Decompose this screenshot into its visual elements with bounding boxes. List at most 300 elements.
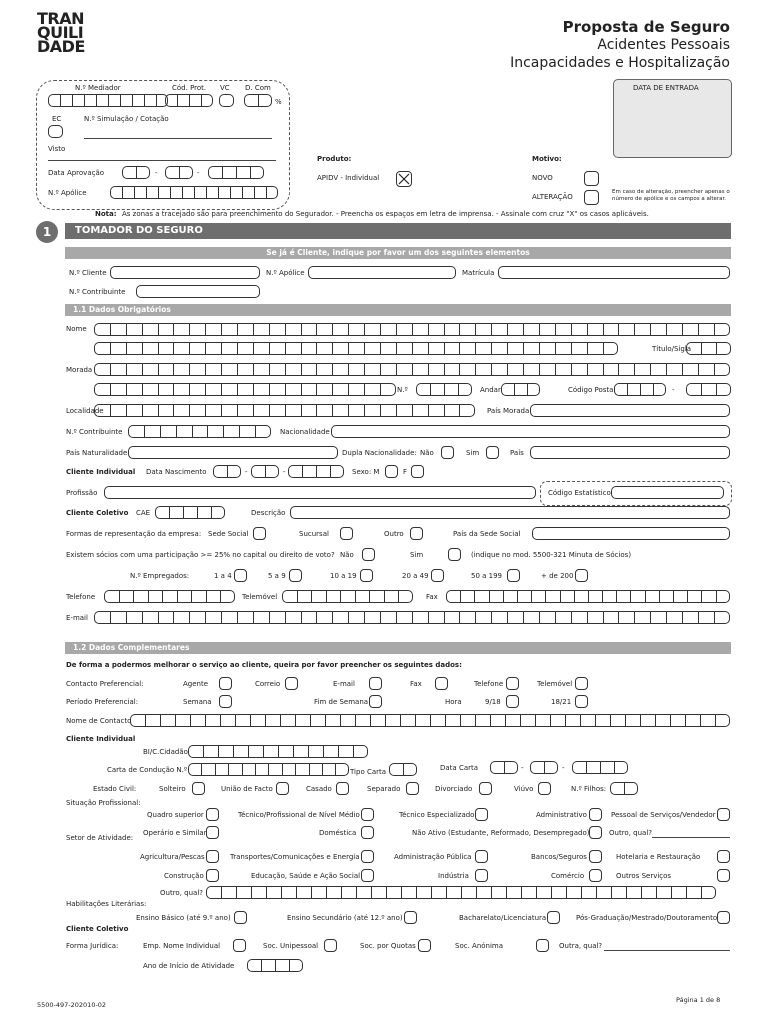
char-cell[interactable] — [505, 714, 520, 727]
char-cell[interactable] — [385, 714, 400, 727]
char-cell[interactable] — [316, 611, 332, 624]
titulo-field[interactable] — [686, 342, 731, 355]
char-cell[interactable] — [634, 363, 650, 376]
bancos-checkbox[interactable] — [589, 850, 602, 863]
char-cell[interactable] — [282, 763, 295, 776]
char-cell[interactable] — [431, 886, 446, 899]
char-cell[interactable] — [128, 425, 144, 438]
char-cell[interactable] — [94, 323, 110, 336]
morada-field-2[interactable] — [94, 383, 396, 396]
char-cell[interactable] — [682, 611, 698, 624]
dupla-nao-checkbox[interactable] — [441, 446, 454, 459]
char-cell[interactable] — [587, 323, 603, 336]
char-cell[interactable] — [269, 404, 285, 417]
emp-2-checkbox[interactable] — [289, 569, 302, 582]
email-field[interactable] — [94, 611, 730, 624]
char-cell[interactable] — [142, 323, 158, 336]
char-cell[interactable] — [142, 383, 158, 396]
char-cell[interactable] — [618, 323, 634, 336]
char-cell[interactable] — [616, 590, 630, 603]
telefone-pref-checkbox[interactable] — [506, 677, 519, 690]
char-cell[interactable] — [666, 323, 682, 336]
char-cell[interactable] — [571, 323, 587, 336]
socios-nao-checkbox[interactable] — [362, 548, 375, 561]
char-cell[interactable] — [398, 590, 413, 603]
char-cell[interactable] — [523, 611, 539, 624]
char-cell[interactable] — [253, 383, 269, 396]
aprov-month[interactable] — [165, 166, 193, 179]
char-cell[interactable] — [158, 323, 174, 336]
char-cell[interactable] — [386, 886, 401, 899]
emp-ind-checkbox[interactable] — [233, 939, 246, 952]
char-cell[interactable] — [503, 590, 517, 603]
char-cell[interactable] — [332, 342, 348, 355]
char-cell[interactable] — [400, 714, 415, 727]
char-cell[interactable] — [126, 342, 142, 355]
char-cell[interactable] — [285, 383, 301, 396]
char-cell[interactable] — [223, 425, 239, 438]
novo-checkbox[interactable] — [584, 171, 599, 186]
char-cell[interactable] — [551, 886, 566, 899]
adm-publica-checkbox[interactable] — [475, 850, 488, 863]
cod-prot-field[interactable] — [165, 94, 213, 107]
char-cell[interactable] — [445, 714, 460, 727]
char-cell[interactable] — [316, 363, 332, 376]
basico-checkbox[interactable] — [234, 911, 247, 924]
fax-pref-checkbox[interactable] — [435, 677, 448, 690]
char-cell[interactable] — [311, 590, 326, 603]
char-cell[interactable] — [587, 363, 603, 376]
char-cell[interactable] — [268, 763, 281, 776]
char-cell[interactable] — [686, 886, 701, 899]
char-cell[interactable] — [335, 763, 348, 776]
char-cell[interactable] — [203, 745, 218, 758]
char-cell[interactable] — [489, 590, 503, 603]
char-cell[interactable] — [535, 714, 550, 727]
char-cell[interactable] — [285, 404, 301, 417]
char-cell[interactable] — [459, 323, 475, 336]
char-cell[interactable] — [428, 363, 444, 376]
char-cell[interactable] — [228, 763, 241, 776]
char-cell[interactable] — [574, 590, 588, 603]
char-cell[interactable] — [269, 323, 285, 336]
pos-checkbox[interactable] — [717, 911, 730, 924]
char-cell[interactable] — [332, 404, 348, 417]
char-cell[interactable] — [148, 590, 163, 603]
char-cell[interactable] — [523, 363, 539, 376]
char-cell[interactable] — [173, 383, 189, 396]
bacharelato-checkbox[interactable] — [547, 911, 560, 924]
char-cell[interactable] — [444, 611, 460, 624]
char-cell[interactable] — [655, 714, 670, 727]
char-cell[interactable] — [444, 342, 460, 355]
char-cell[interactable] — [380, 404, 396, 417]
char-cell[interactable] — [263, 745, 278, 758]
char-cell[interactable] — [189, 404, 205, 417]
cod-est-field[interactable] — [611, 486, 724, 499]
char-cell[interactable] — [673, 590, 687, 603]
char-cell[interactable] — [491, 886, 506, 899]
char-cell[interactable] — [348, 611, 364, 624]
char-cell[interactable] — [301, 404, 317, 417]
char-cell[interactable] — [237, 342, 253, 355]
char-cell[interactable] — [682, 323, 698, 336]
simulacao-line[interactable] — [84, 138, 272, 139]
char-cell[interactable] — [126, 323, 142, 336]
char-cell[interactable] — [280, 714, 295, 727]
char-cell[interactable] — [698, 323, 714, 336]
char-cell[interactable] — [476, 886, 491, 899]
char-cell[interactable] — [242, 763, 255, 776]
soc-uni-checkbox[interactable] — [324, 939, 337, 952]
char-cell[interactable] — [332, 363, 348, 376]
char-cell[interactable] — [348, 383, 364, 396]
nao-ativo-checkbox[interactable] — [589, 826, 602, 839]
char-cell[interactable] — [698, 611, 714, 624]
cp-field-2[interactable] — [686, 383, 731, 396]
char-cell[interactable] — [323, 745, 338, 758]
dcom-field[interactable] — [244, 94, 272, 107]
visto-line[interactable] — [48, 160, 276, 161]
char-cell[interactable] — [369, 590, 384, 603]
char-cell[interactable] — [310, 714, 325, 727]
pessoal-checkbox[interactable] — [717, 808, 730, 821]
char-cell[interactable] — [459, 363, 475, 376]
char-cell[interactable] — [110, 323, 126, 336]
char-cell[interactable] — [701, 590, 715, 603]
mediador-field[interactable] — [48, 94, 168, 107]
char-cell[interactable] — [580, 714, 595, 727]
char-cell[interactable] — [517, 590, 531, 603]
char-cell[interactable] — [188, 763, 201, 776]
char-cell[interactable] — [364, 383, 380, 396]
char-cell[interactable] — [430, 714, 445, 727]
char-cell[interactable] — [355, 590, 370, 603]
char-cell[interactable] — [158, 383, 174, 396]
char-cell[interactable] — [603, 323, 619, 336]
char-cell[interactable] — [650, 611, 666, 624]
localidade-field[interactable] — [94, 404, 475, 417]
char-cell[interactable] — [611, 886, 626, 899]
char-cell[interactable] — [666, 611, 682, 624]
char-cell[interactable] — [401, 886, 416, 899]
char-cell[interactable] — [380, 383, 396, 396]
profissao-field[interactable] — [104, 486, 536, 499]
contribuinte-field[interactable] — [128, 425, 271, 438]
nome-field-2[interactable] — [94, 342, 618, 355]
char-cell[interactable] — [110, 342, 126, 355]
telefone-field[interactable] — [104, 590, 235, 603]
char-cell[interactable] — [714, 363, 730, 376]
administrativo-checkbox[interactable] — [589, 808, 602, 821]
char-cell[interactable] — [412, 323, 428, 336]
char-cell[interactable] — [326, 590, 341, 603]
char-cell[interactable] — [491, 342, 507, 355]
emp-1-checkbox[interactable] — [234, 569, 247, 582]
char-cell[interactable] — [459, 611, 475, 624]
char-cell[interactable] — [682, 363, 698, 376]
email-pref-checkbox[interactable] — [369, 677, 382, 690]
char-cell[interactable] — [364, 342, 380, 355]
char-cell[interactable] — [322, 763, 335, 776]
sede-checkbox[interactable] — [253, 527, 266, 540]
char-cell[interactable] — [220, 714, 235, 727]
char-cell[interactable] — [340, 590, 355, 603]
telemovel-pref-checkbox[interactable] — [575, 677, 588, 690]
nasc-month[interactable] — [251, 465, 279, 478]
char-cell[interactable] — [659, 590, 673, 603]
char-cell[interactable] — [475, 714, 490, 727]
char-cell[interactable] — [716, 590, 730, 603]
char-cell[interactable] — [189, 323, 205, 336]
char-cell[interactable] — [618, 363, 634, 376]
char-cell[interactable] — [301, 323, 317, 336]
char-cell[interactable] — [296, 886, 311, 899]
char-cell[interactable] — [332, 611, 348, 624]
char-cell[interactable] — [297, 590, 312, 603]
char-cell[interactable] — [475, 342, 491, 355]
char-cell[interactable] — [251, 886, 266, 899]
char-cell[interactable] — [412, 611, 428, 624]
char-cell[interactable] — [396, 363, 412, 376]
fim-semana-checkbox[interactable] — [369, 695, 382, 708]
char-cell[interactable] — [221, 611, 237, 624]
uniao-checkbox[interactable] — [276, 782, 289, 795]
char-cell[interactable] — [237, 323, 253, 336]
char-cell[interactable] — [364, 404, 380, 417]
char-cell[interactable] — [221, 886, 236, 899]
outro-checkbox[interactable] — [410, 527, 423, 540]
operario-checkbox[interactable] — [206, 826, 219, 839]
viuvo-checkbox[interactable] — [538, 782, 551, 795]
char-cell[interactable] — [237, 611, 253, 624]
char-cell[interactable] — [160, 714, 175, 727]
n-contribuinte-field[interactable] — [136, 285, 260, 298]
char-cell[interactable] — [142, 363, 158, 376]
char-cell[interactable] — [94, 363, 110, 376]
outros-serv-checkbox[interactable] — [717, 869, 730, 882]
char-cell[interactable] — [701, 886, 716, 899]
char-cell[interactable] — [189, 363, 205, 376]
char-cell[interactable] — [190, 714, 205, 727]
char-cell[interactable] — [173, 363, 189, 376]
char-cell[interactable] — [588, 590, 602, 603]
char-cell[interactable] — [311, 886, 326, 899]
char-cell[interactable] — [255, 763, 268, 776]
char-cell[interactable] — [539, 611, 555, 624]
agente-checkbox[interactable] — [219, 677, 232, 690]
char-cell[interactable] — [474, 590, 488, 603]
aprov-year[interactable] — [208, 166, 264, 179]
char-cell[interactable] — [235, 714, 250, 727]
char-cell[interactable] — [446, 886, 461, 899]
char-cell[interactable] — [491, 363, 507, 376]
char-cell[interactable] — [715, 714, 730, 727]
char-cell[interactable] — [348, 323, 364, 336]
char-cell[interactable] — [602, 590, 616, 603]
correio-checkbox[interactable] — [285, 677, 298, 690]
char-cell[interactable] — [523, 323, 539, 336]
char-cell[interactable] — [119, 590, 134, 603]
char-cell[interactable] — [384, 590, 399, 603]
char-cell[interactable] — [380, 611, 396, 624]
char-cell[interactable] — [507, 363, 523, 376]
char-cell[interactable] — [206, 590, 221, 603]
char-cell[interactable] — [215, 763, 228, 776]
char-cell[interactable] — [126, 383, 142, 396]
char-cell[interactable] — [173, 611, 189, 624]
nasc-year[interactable] — [288, 465, 344, 478]
char-cell[interactable] — [126, 611, 142, 624]
emp-5-checkbox[interactable] — [507, 569, 520, 582]
char-cell[interactable] — [698, 363, 714, 376]
char-cell[interactable] — [189, 383, 205, 396]
char-cell[interactable] — [207, 425, 223, 438]
char-cell[interactable] — [475, 363, 491, 376]
char-cell[interactable] — [460, 590, 474, 603]
char-cell[interactable] — [596, 886, 611, 899]
apidv-checkbox[interactable] — [396, 171, 412, 187]
char-cell[interactable] — [428, 404, 444, 417]
telemovel-field[interactable] — [282, 590, 413, 603]
bi-field[interactable] — [188, 745, 368, 758]
char-cell[interactable] — [162, 590, 177, 603]
casado-checkbox[interactable] — [336, 782, 349, 795]
char-cell[interactable] — [285, 611, 301, 624]
char-cell[interactable] — [396, 323, 412, 336]
char-cell[interactable] — [332, 383, 348, 396]
char-cell[interactable] — [126, 404, 142, 417]
nacionalidade-field[interactable] — [331, 425, 730, 438]
char-cell[interactable] — [253, 404, 269, 417]
char-cell[interactable] — [523, 342, 539, 355]
char-cell[interactable] — [634, 323, 650, 336]
char-cell[interactable] — [630, 590, 644, 603]
char-cell[interactable] — [461, 886, 476, 899]
char-cell[interactable] — [595, 714, 610, 727]
quadro-checkbox[interactable] — [206, 808, 219, 821]
char-cell[interactable] — [142, 404, 158, 417]
divorciado-checkbox[interactable] — [479, 782, 492, 795]
emp-3-checkbox[interactable] — [360, 569, 373, 582]
char-cell[interactable] — [173, 323, 189, 336]
char-cell[interactable] — [309, 763, 322, 776]
sucursal-checkbox[interactable] — [340, 527, 353, 540]
cp-field-1[interactable] — [614, 383, 666, 396]
agricultura-checkbox[interactable] — [206, 850, 219, 863]
char-cell[interactable] — [380, 363, 396, 376]
pais-morada-field[interactable] — [530, 404, 730, 417]
char-cell[interactable] — [191, 590, 206, 603]
char-cell[interactable] — [332, 323, 348, 336]
char-cell[interactable] — [571, 363, 587, 376]
char-cell[interactable] — [250, 714, 265, 727]
char-cell[interactable] — [221, 383, 237, 396]
char-cell[interactable] — [475, 611, 491, 624]
carta-year[interactable] — [572, 761, 628, 774]
char-cell[interactable] — [205, 323, 221, 336]
char-cell[interactable] — [145, 714, 160, 727]
descricao-field[interactable] — [290, 506, 730, 519]
char-cell[interactable] — [173, 404, 189, 417]
char-cell[interactable] — [380, 323, 396, 336]
char-cell[interactable] — [301, 611, 317, 624]
alteracao-checkbox[interactable] — [584, 190, 599, 205]
char-cell[interactable] — [158, 342, 174, 355]
char-cell[interactable] — [521, 886, 536, 899]
char-cell[interactable] — [348, 342, 364, 355]
char-cell[interactable] — [94, 611, 110, 624]
char-cell[interactable] — [587, 611, 603, 624]
char-cell[interactable] — [671, 886, 686, 899]
char-cell[interactable] — [220, 590, 235, 603]
char-cell[interactable] — [301, 342, 317, 355]
comercio-checkbox[interactable] — [589, 869, 602, 882]
char-cell[interactable] — [444, 363, 460, 376]
char-cell[interactable] — [645, 590, 659, 603]
char-cell[interactable] — [285, 363, 301, 376]
andar-field[interactable] — [501, 383, 540, 396]
char-cell[interactable] — [428, 342, 444, 355]
char-cell[interactable] — [666, 363, 682, 376]
char-cell[interactable] — [206, 886, 221, 899]
char-cell[interactable] — [158, 404, 174, 417]
aprov-day[interactable] — [122, 166, 150, 179]
char-cell[interactable] — [189, 342, 205, 355]
char-cell[interactable] — [205, 383, 221, 396]
outro-setor-field[interactable] — [206, 886, 716, 899]
char-cell[interactable] — [221, 404, 237, 417]
char-cell[interactable] — [126, 363, 142, 376]
char-cell[interactable] — [475, 323, 491, 336]
tipo-carta-field[interactable] — [389, 763, 417, 776]
char-cell[interactable] — [550, 714, 565, 727]
char-cell[interactable] — [316, 342, 332, 355]
char-cell[interactable] — [301, 363, 317, 376]
char-cell[interactable] — [491, 611, 507, 624]
construcao-checkbox[interactable] — [206, 869, 219, 882]
char-cell[interactable] — [370, 714, 385, 727]
cae-field[interactable] — [155, 506, 225, 519]
transportes-checkbox[interactable] — [361, 850, 374, 863]
char-cell[interactable] — [571, 342, 587, 355]
char-cell[interactable] — [571, 611, 587, 624]
char-cell[interactable] — [656, 886, 671, 899]
dupla-sim-checkbox[interactable] — [486, 446, 499, 459]
char-cell[interactable] — [221, 323, 237, 336]
char-cell[interactable] — [341, 886, 356, 899]
char-cell[interactable] — [205, 404, 221, 417]
char-cell[interactable] — [415, 714, 430, 727]
char-cell[interactable] — [188, 745, 203, 758]
char-cell[interactable] — [618, 611, 634, 624]
char-cell[interactable] — [205, 714, 220, 727]
char-cell[interactable] — [603, 342, 619, 355]
vc-field[interactable] — [219, 94, 234, 107]
char-cell[interactable] — [396, 404, 412, 417]
char-cell[interactable] — [507, 611, 523, 624]
char-cell[interactable] — [555, 342, 571, 355]
separado-checkbox[interactable] — [406, 782, 419, 795]
socios-sim-checkbox[interactable] — [448, 548, 461, 561]
char-cell[interactable] — [253, 611, 269, 624]
char-cell[interactable] — [603, 363, 619, 376]
char-cell[interactable] — [160, 425, 176, 438]
char-cell[interactable] — [531, 590, 545, 603]
char-cell[interactable] — [104, 590, 119, 603]
char-cell[interactable] — [507, 342, 523, 355]
char-cell[interactable] — [364, 611, 380, 624]
